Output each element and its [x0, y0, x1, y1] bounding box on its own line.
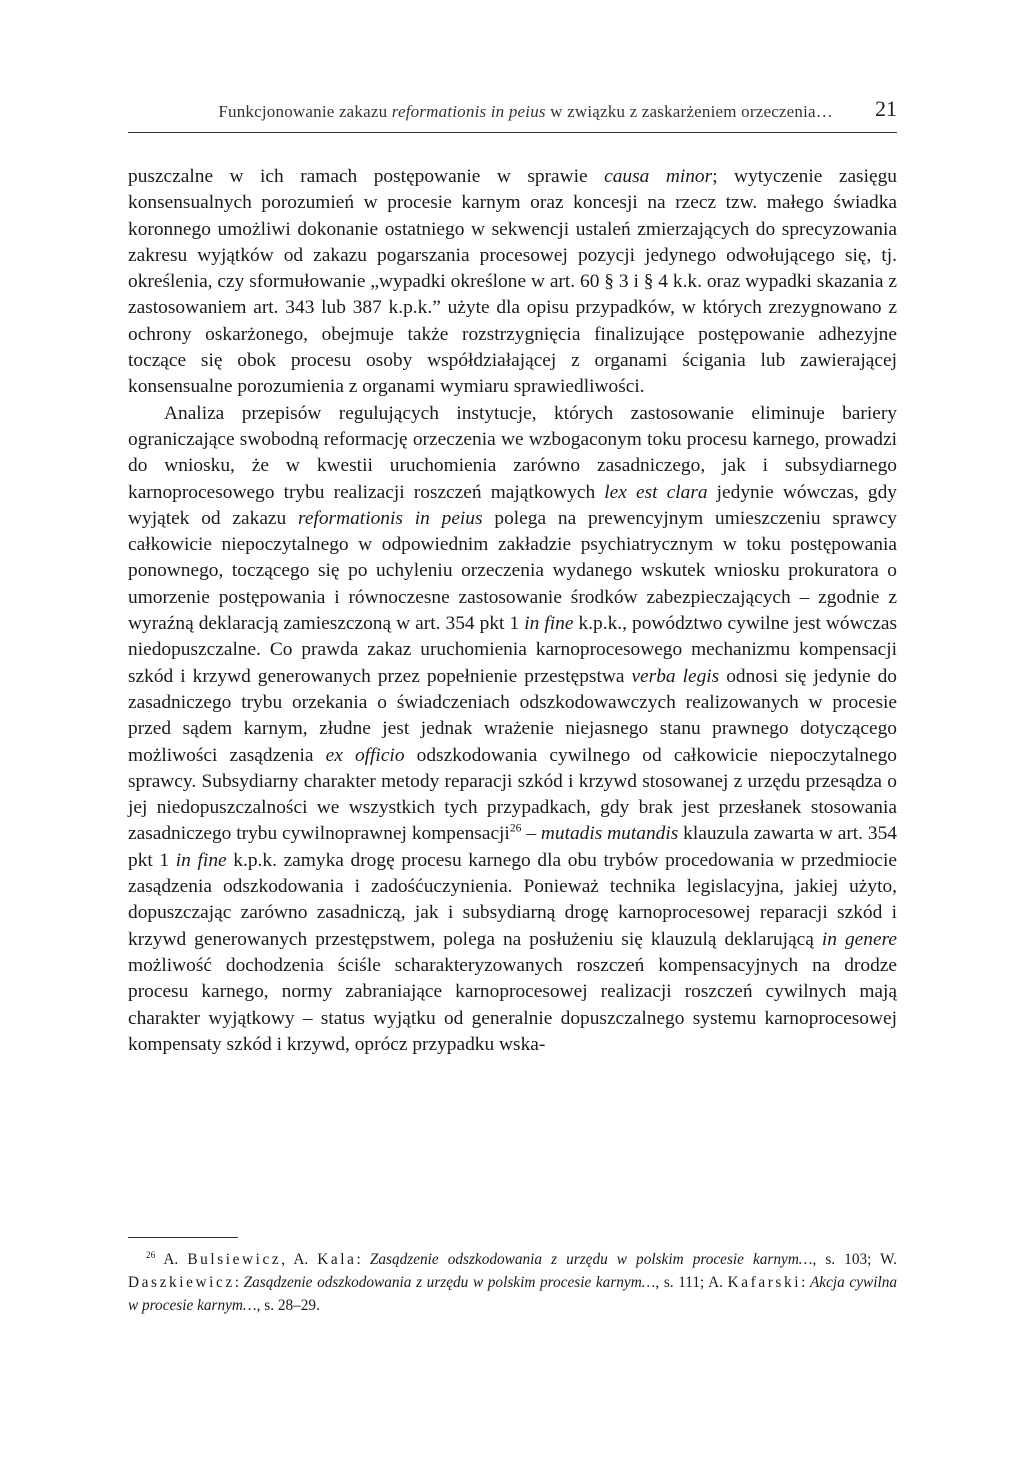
author-name: Kafarski [727, 1274, 802, 1291]
running-head-title [218, 102, 833, 122]
italic-run: Zasądzenie odszkodowania z urzędu w polskim procesie karnym… [243, 1274, 656, 1291]
text-run: jedynie wówczas, gdy wyjątek od zakazu [128, 481, 897, 529]
text-run: puszczalne w ich ramach postępowanie w sprawie [128, 166, 605, 187]
italic-run: lex est clara [604, 481, 708, 503]
italic-run: Zasądzenie odszkodowania z urzędu w polskim procesie karnym… [369, 1251, 813, 1268]
italic-run: in fine [524, 613, 574, 635]
author-name: Daszkiewicz [128, 1274, 235, 1291]
text-run: ; wytyczenie zasięgu konsensualnych porozumień w procesie karnym oraz koncesji na rzecz tzw. małego świadka koronnego umożliwi dokonanie ostatniego w sekwencji ustaleń zmierzających do sprecyzowania zakresu wyjątków od zakazu pogarszania procesowej pozycji jedynego odwołującego się, tj. określenia, czy sformułowanie „wypadki określone w art. 60 § 3 i § 4 k.k. oraz wypadki skazania z zastosowaniem art. 343 lub 387 k.p.k.” użyte dla opisu przypadków, w których zrezygnowano z ochrony oskarżonego, obejmuje także rozstrzygnięcia finalizujące postępowanie adhezyjne toczące się obok procesu osoby współdziałającej z organami ścigania lub zawierającej konsensualne porozumienia z organami wymiaru sprawiedliwości. [128, 166, 897, 398]
italic-run: ex officio [325, 744, 405, 766]
text-run: odnosi się jedynie do zasadniczego trybu orzekania o świadczeniach odszkodowawczych realizowanych w procesie przed sądem karnym, złudne jest jednak wrażenie niejasnego stanu prawnego dotyczącego możliwości zasądzenia [128, 665, 897, 766]
text-run: klauzula zawarta w art. 354 pkt 1 [128, 823, 897, 871]
text-run: polega na prewencyjnym umieszczeniu sprawcy całkowicie niepoczytalnego w odpowiednim zakładzie psychiatrycznym w toku postępowania ponownego, toczącego się po uchyleniu orzeczenia wydanego wskutek wniosku prokuratora o umorzenie postępowania i równoczesne zastosowanie środków zabezpieczających – zgodnie z wyraźną deklaracją zamieszczoną w art. 354 pkt 1 [128, 507, 897, 635]
text-run: , s. 28–29. [256, 1297, 320, 1314]
running-head-title-italic: reformationis in peius [391, 102, 546, 121]
text-run: A. [155, 1251, 188, 1268]
page-number: 21 [875, 96, 897, 121]
text-run: : [234, 1274, 244, 1291]
author-name: Kala [317, 1251, 357, 1268]
text-run: : [356, 1251, 370, 1268]
text-run: – [521, 823, 541, 845]
text-run: : [801, 1274, 810, 1291]
text-run: k.p.k. zamyka drogę procesu karnego dla obu trybów procedowania w przedmiocie zasądzenia odszkodowania i zadośćuczynienia. Ponieważ technika legislacyjna, jakiej użyto, dopuszczając zarówno zasadniczą, jak i subsydiarną drogę karnoprocesowej reparacji szkód i krzywd generowanych przestępstwem, polega na posłużeniu się klauzulą deklarującą [128, 849, 897, 950]
running-head-title-start: Funkcjonowanie zakazu [218, 102, 392, 121]
footnote-separator [128, 1237, 238, 1238]
running-head-title-end: w związku z zaskarżeniem orzeczenia… [545, 102, 833, 121]
body-text [128, 164, 897, 1058]
author-name: Bulsiewicz [187, 1251, 282, 1268]
footnote-reference: 26 [146, 1249, 156, 1260]
text-run: , s. 103; W. [812, 1251, 898, 1268]
italic-run: causa minor [604, 166, 713, 187]
text-run: k.p.k., powództwo cywilne jest wówczas niedopuszczalne. Co prawda zakaz uruchomienia karnoprocesowego mechanizmu kompensacji szkód i krzywd generowanych przez popełnienie przestępstwa [128, 613, 897, 687]
text-run: możliwość dochodzenia ściśle scharakteryzowanych roszczeń kompensacyjnych na drodze procesu karnego, normy zabraniające karnoprocesowej realizacji roszczeń cywilnych mają charakter wyjątkowy – status wyjątku od generalnie dopuszczalnego systemu karnoprocesowej kompensaty szkód i krzywd, oprócz przypadku wska- [128, 954, 897, 1055]
text-run: , A. [281, 1251, 318, 1268]
paragraph [128, 164, 897, 401]
footnote-reference: 26 [509, 821, 522, 835]
text-run: odszkodowania cywilnego od całkowicie niepoczytalnego sprawcy. Subsydiarny charakter metody reparacji szkód i krzywd stosowanej z urzędu przesądza o jej niedopuszczalności we wszystkich tych przypadkach, gdy brak jest przesłanek stosowania zasadniczego trybu cywilnoprawnej kompensacji [128, 744, 897, 845]
italic-run: in fine [175, 849, 227, 871]
italic-run: in genere [821, 928, 898, 950]
italic-run: verba legis [631, 665, 720, 687]
footnote [128, 1248, 897, 1317]
italic-run: reformationis in peius [298, 507, 483, 529]
text-run: Analiza przepisów regulujących instytucje, których zastosowanie eliminuje bariery ograniczające swobodną reformację orzeczenia we wzbogaconym toku procesu karnego, prowadzi do wniosku, że w kwestii uruchomienia zarówno zasadniczego, jak i subsydiarnego karnoprocesowego trybu realizacji roszczeń majątkowych [128, 402, 897, 503]
footnotes [128, 1248, 897, 1317]
text-run: , s. 111; A. [655, 1274, 728, 1291]
paragraph [128, 401, 897, 1058]
italic-run: Akcja cywilna w procesie karnym… [128, 1274, 897, 1314]
running-head [128, 96, 897, 133]
italic-run: mutadis mutandis [540, 823, 679, 845]
